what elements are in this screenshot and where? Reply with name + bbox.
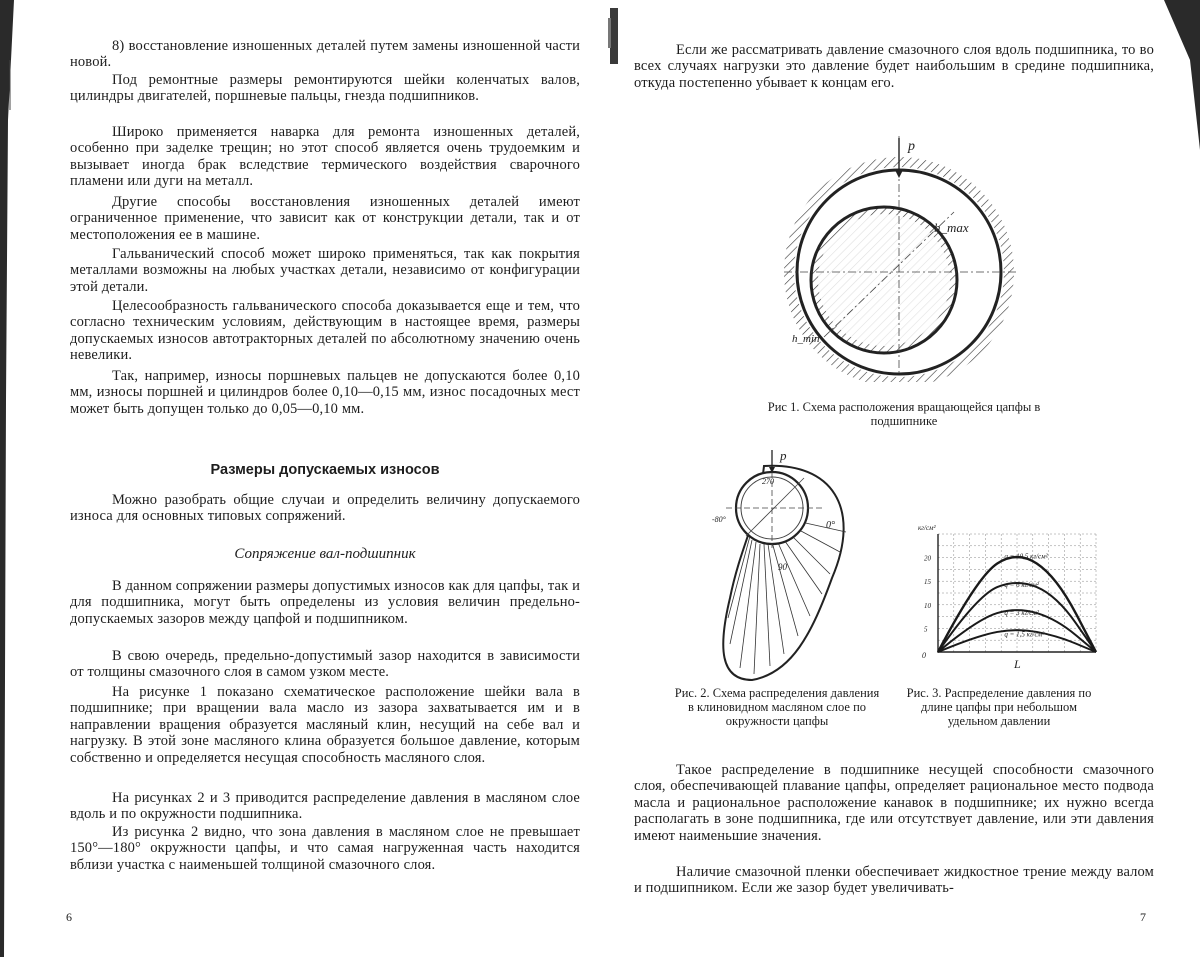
right-paragraph-2: Наличие смазочной пленки обеспечивает жидкостное трение между валом и подшипником. Если же зазор будет увеличивать- [634, 864, 1154, 897]
fig2-label-90: 90 [778, 562, 787, 572]
left-paragraph-2: Под ремонтные размеры ремонтируются шейки коленчатых валов, цилиндры двигателей, поршневые пальцы, гнезда подшипников. [70, 72, 580, 105]
subsection-title: Сопряжение вал-подшипник [234, 546, 416, 562]
fig1-label-p: p [908, 139, 915, 154]
section-paragraph: Можно разобрать общие случаи и определить величину допускаемого износа для основных типовых сопряжений. [70, 492, 580, 525]
binding-edge-shadow-left [0, 0, 18, 957]
figure-2-pressure-distribution-circumference [712, 448, 892, 684]
left-paragraph-4: Другие способы восстановления изношенных деталей имеют ограниченное применение, что зависит как от конструкции детали, так и от местоположения ее в машине. [70, 194, 580, 243]
figure-1-journal-in-bearing [784, 132, 1024, 382]
fig3-series-label: q = 3 кг/см² [1004, 609, 1039, 618]
fig3-y-tick-label: 5 [924, 625, 928, 634]
page-number-left: 6 [66, 910, 72, 924]
binding-edge-shadow-right [1160, 0, 1200, 160]
left-paragraph-3: Широко применяется наварка для ремонта изношенных деталей, особенно при заделке трещин; но этот способ является очень трудоемким и вызывает иногда брак вследствие термического воздействия сварочного пламени или дуги на металл. [70, 124, 580, 190]
gutter-shadow-mark [604, 8, 626, 68]
subsection-paragraph-1: В данном сопряжении размеры допустимых износов как для цапфы, так и для подшипника, могут быть определены из условия величин предельно-допускаемых зазоров между цапфой и подшипником. [70, 578, 580, 627]
fig3-tick-labels [924, 555, 932, 634]
figure-2-caption: Рис. 2. Схема распределения давления в клиновидном масляном слое по окружности цапфы [674, 686, 880, 728]
fig2-label-minus80: -80° [712, 515, 726, 524]
fig2-label-0: 0° [826, 520, 835, 531]
left-paragraph-7: Так, например, износы поршневых пальцев не допускаются более 0,10 мм, износы поршней и цилиндров более 0,10—0,15 мм, износ посадочных мест может быть допущен только до 0,05—0,10 мм. [70, 368, 580, 417]
fig2-label-270: 270 [762, 477, 774, 486]
fig3-y-tick-label: 15 [924, 578, 931, 587]
subsection-paragraph-4: На рисунках 2 и 3 приводится распределение давления в масляном слое вдоль и по окружности подшипника. [70, 790, 580, 823]
left-paragraph-5: Гальванический способ может широко применяться, так как покрытия металлами возможны на любых участках детали, независимо от конфигурации этой детали. [70, 246, 580, 295]
figure-1-caption: Рис 1. Схема расположения вращающейся цапфы в подшипнике [767, 400, 1041, 428]
section-title: Размеры допускаемых износов [210, 462, 440, 478]
subsection-paragraph-2: В свою очередь, предельно-допустимый зазор находится в зависимости от толщины смазочного слоя в самом узком месте. [70, 648, 580, 681]
subsection-paragraph-3: На рисунке 1 показано схематическое расположение шейки вала в подшипнике; при вращении вала масло из зазора захватывается им и в направлении вращения образуется масляный клин, несущий на себе вал и нагрузку. В этой зоне масляного клина образуется большое давление, которым собственно и определяется несущая способность масляного слоя. [70, 684, 580, 766]
fig3-series-label: q = 10,5 кг/см² [1004, 552, 1048, 561]
right-intro-paragraph: Если же рассматривать давление смазочного слоя вдоль подшипника, то во всех случаях нагрузки это давление будет наибольшим в средине подшипника, откуда постепенно убывает к концам его. [634, 42, 1154, 91]
fig1-label-hmax: h_max [934, 220, 969, 235]
page-number-right: 7 [1140, 910, 1146, 924]
figure-3-caption: Рис. 3. Распределение давления по длине цапфы при небольшом удельном давлении [906, 686, 1092, 728]
subsection-paragraph-5: Из рисунка 2 видно, что зона давления в масляном слое не превышает 150°—180° окружности цапфы, и что самая нагруженная часть находится вблизи участка с наименьшей толщиной смазочного слоя. [70, 824, 580, 873]
fig3-series-labels [1004, 553, 1048, 639]
right-paragraph-1: Такое распределение в подшипнике несущей способности смазочного слоя, обеспечивающей плавание цапфы, определяет рациональное место подвода масла и рациональное расположение канавок в подшипнике; их нужно всегда располагать в зоне подшипника, где или отсутствует давление, или эти давления имеют наименьшие значения. [634, 762, 1154, 844]
fig3-y-tick-label: 20 [924, 554, 931, 563]
fig3-series-label: q = 6 кг/см² [1004, 580, 1039, 589]
fig3-y-tick-label: 10 [924, 601, 931, 610]
left-paragraph-1: 8) восстановление изношенных деталей путем замены изношенной части новой. [70, 38, 580, 71]
fig3-origin-label: 0 [922, 651, 926, 660]
fig3-y-axis-label: кг/см² [918, 524, 936, 532]
left-paragraph-6: Целесообразность гальванического способа доказывается еще и тем, что согласно техническим условиям, действующим в настоящее время, размеры допускаемых износов автотракторных деталей по абсолютному значению очень невелики. [70, 298, 580, 364]
figure-3-pressure-along-length [918, 520, 1108, 670]
fig1-label-hmin: h_min [792, 333, 820, 345]
fig3-x-axis-label: L [1014, 657, 1021, 670]
fig2-label-p: p [780, 448, 787, 463]
fig3-series-label: q = 1,5 кг/см² [1004, 630, 1045, 639]
